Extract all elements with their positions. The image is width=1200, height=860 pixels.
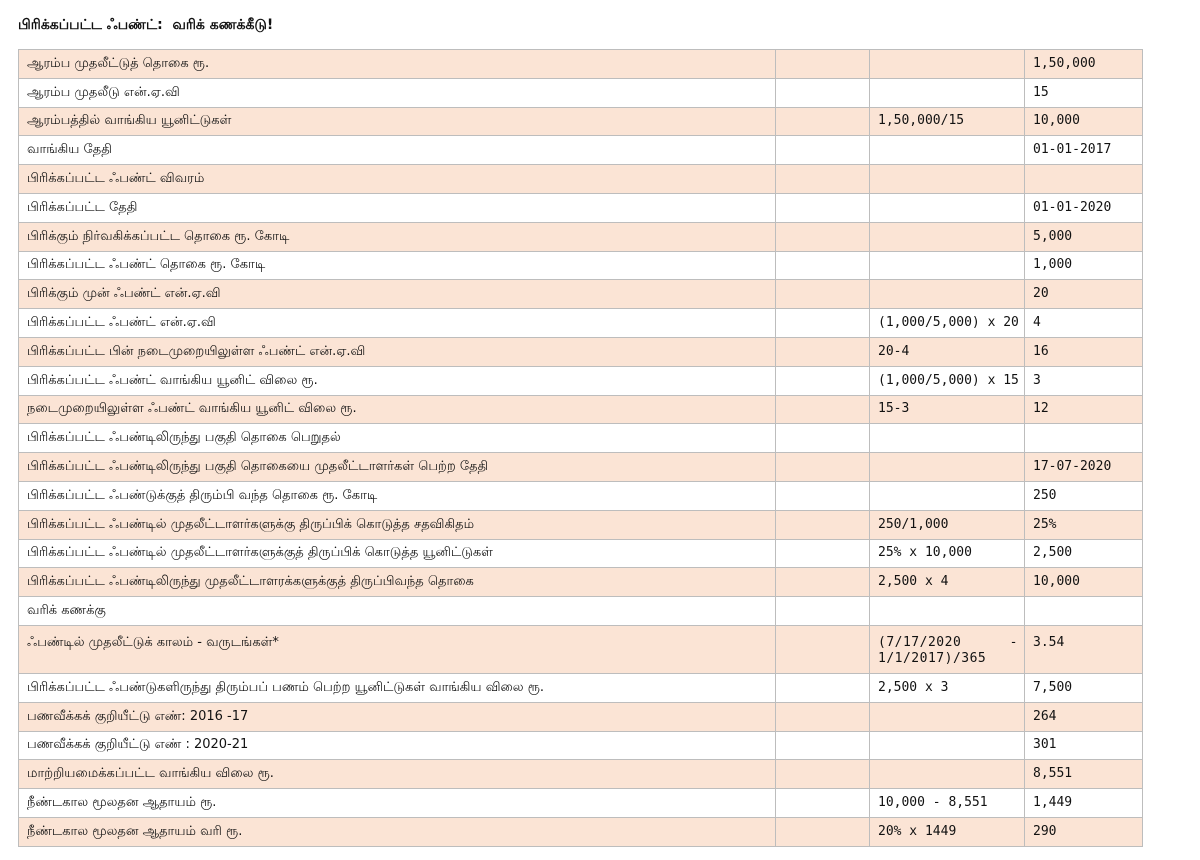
- blank-cell: [776, 193, 870, 222]
- blank-cell: [776, 395, 870, 424]
- table-row: [19, 107, 1143, 136]
- table-row: [19, 453, 1143, 482]
- row-value: 25%: [1025, 510, 1143, 539]
- row-label: பிரிக்கப்பட்ட ஃபண்டில் முதலீட்டாளர்களுக்கு திருப்பிக் கொடுத்த சதவிகிதம்: [19, 510, 776, 539]
- table-row: [19, 789, 1143, 818]
- row-value: [1025, 597, 1143, 626]
- blank-cell: [776, 165, 870, 194]
- row-label: பிரிக்கப்பட்ட ஃபண்டுகளிருந்து திரும்பப் பணம் பெற்ற யூனிட்டுகள் வாங்கிய விலை ரூ.: [19, 673, 776, 702]
- row-value: [1025, 165, 1143, 194]
- table-row: [19, 136, 1143, 165]
- row-label: நீண்டகால மூலதன ஆதாயம் வரி ரூ.: [19, 817, 776, 846]
- blank-cell: [776, 510, 870, 539]
- table-row: [19, 50, 1143, 79]
- table-row: [19, 280, 1143, 309]
- row-value: 10,000: [1025, 107, 1143, 136]
- row-formula: [870, 702, 1025, 731]
- blank-cell: [776, 702, 870, 731]
- row-label: பிரிக்கப்பட்ட ஃபண்ட் தொகை ரூ. கோடி: [19, 251, 776, 280]
- row-formula: [870, 251, 1025, 280]
- table-row: [19, 165, 1143, 194]
- row-label: நீண்டகால மூலதன ஆதாயம் ரூ.: [19, 789, 776, 818]
- row-value: 10,000: [1025, 568, 1143, 597]
- blank-cell: [776, 136, 870, 165]
- row-value: 290: [1025, 817, 1143, 846]
- blank-cell: [776, 251, 870, 280]
- row-value: 20: [1025, 280, 1143, 309]
- row-formula: [870, 165, 1025, 194]
- table-row: [19, 366, 1143, 395]
- row-value: 5,000: [1025, 222, 1143, 251]
- row-formula: (1,000/5,000) x 15: [870, 366, 1025, 395]
- row-formula: (1,000/5,000) x 20: [870, 309, 1025, 338]
- row-value: 15: [1025, 78, 1143, 107]
- row-label: பணவீக்கக் குறியீட்டு எண்: 2016 -17: [19, 702, 776, 731]
- row-label: பிரிக்கப்பட்ட பின் நடைமுறையிலுள்ள ஃபண்ட் என்.ஏ.வி: [19, 337, 776, 366]
- row-formula: [870, 760, 1025, 789]
- row-formula: [870, 193, 1025, 222]
- row-label: வரிக் கணக்கு: [19, 597, 776, 626]
- row-label: பிரிக்கப்பட்ட ஃபண்டுக்குத் திரும்பி வந்த தொகை ரூ. கோடி: [19, 481, 776, 510]
- table-row: [19, 337, 1143, 366]
- row-formula: 2,500 x 3: [870, 673, 1025, 702]
- table-row: [19, 568, 1143, 597]
- row-value: 7,500: [1025, 673, 1143, 702]
- row-formula: [870, 78, 1025, 107]
- row-value: 01-01-2017: [1025, 136, 1143, 165]
- table-row: [19, 731, 1143, 760]
- row-formula: [870, 731, 1025, 760]
- row-formula: [870, 280, 1025, 309]
- table-row: [19, 760, 1143, 789]
- tax-calculation-table: [18, 49, 1143, 847]
- row-formula: 20-4: [870, 337, 1025, 366]
- row-value: 2,500: [1025, 539, 1143, 568]
- blank-cell: [776, 539, 870, 568]
- row-label: பிரிக்கப்பட்ட தேதி: [19, 193, 776, 222]
- table-row: [19, 193, 1143, 222]
- page-title: பிரிக்கப்பட்ட ஃபண்ட்: வரிக் கணக்கீடு!: [18, 17, 274, 33]
- row-value: 4: [1025, 309, 1143, 338]
- table-row: [19, 481, 1143, 510]
- row-label: பிரிக்கப்பட்ட ஃபண்டிலிருந்து முதலீட்டாளரக்களுக்குத் திருப்பிவந்த தொகை: [19, 568, 776, 597]
- table-row: [19, 597, 1143, 626]
- blank-cell: [776, 453, 870, 482]
- row-value: 17-07-2020: [1025, 453, 1143, 482]
- table-body: [19, 50, 1143, 847]
- row-value: 301: [1025, 731, 1143, 760]
- row-formula: [870, 50, 1025, 79]
- row-label: பிரிக்கப்பட்ட ஃபண்ட் வாங்கிய யூனிட் விலை ரூ.: [19, 366, 776, 395]
- blank-cell: [776, 597, 870, 626]
- row-value: 1,000: [1025, 251, 1143, 280]
- row-label: பிரிக்கப்பட்ட ஃபண்ட் விவரம்: [19, 165, 776, 194]
- row-value: 1,449: [1025, 789, 1143, 818]
- blank-cell: [776, 760, 870, 789]
- blank-cell: [776, 50, 870, 79]
- blank-cell: [776, 731, 870, 760]
- table-row: [19, 395, 1143, 424]
- row-value: 264: [1025, 702, 1143, 731]
- row-formula: [870, 481, 1025, 510]
- row-formula: 15-3: [870, 395, 1025, 424]
- table-row: [19, 673, 1143, 702]
- blank-cell: [776, 222, 870, 251]
- row-value: 3.54: [1025, 625, 1143, 673]
- row-label: பிரிக்கப்பட்ட ஃபண்டிலிருந்து பகுதி தொகையை முதலீட்டாளர்கள் பெற்ற தேதி: [19, 453, 776, 482]
- blank-cell: [776, 366, 870, 395]
- row-formula: 2,500 x 4: [870, 568, 1025, 597]
- table-row: [19, 817, 1143, 846]
- row-value: 3: [1025, 366, 1143, 395]
- row-value: 16: [1025, 337, 1143, 366]
- blank-cell: [776, 568, 870, 597]
- row-label: பிரிக்கப்பட்ட ஃபண்டிலிருந்து பகுதி தொகை பெறுதல்: [19, 424, 776, 453]
- table-row: [19, 539, 1143, 568]
- row-label: பிரிக்கப்பட்ட ஃபண்டில் முதலீட்டாளர்களுக்குத் திருப்பிக் கொடுத்த யூனிட்டுகள்: [19, 539, 776, 568]
- blank-cell: [776, 817, 870, 846]
- row-label: பிரிக்கப்பட்ட ஃபண்ட் என்.ஏ.வி: [19, 309, 776, 338]
- row-formula: [870, 136, 1025, 165]
- blank-cell: [776, 789, 870, 818]
- table-row: [19, 702, 1143, 731]
- table-row: [19, 510, 1143, 539]
- row-label: ஆரம்ப முதலீட்டுத் தொகை ரூ.: [19, 50, 776, 79]
- row-value: 12: [1025, 395, 1143, 424]
- row-formula: 1,50,000/15: [870, 107, 1025, 136]
- row-formula: [870, 222, 1025, 251]
- blank-cell: [776, 78, 870, 107]
- row-label: பிரிக்கும் நிர்வகிக்கப்பட்ட தொகை ரூ. கோடி: [19, 222, 776, 251]
- row-label: ஆரம்பத்தில் வாங்கிய யூனிட்டுகள்: [19, 107, 776, 136]
- row-formula: 25% x 10,000: [870, 539, 1025, 568]
- row-value: 01-01-2020: [1025, 193, 1143, 222]
- row-value: 8,551: [1025, 760, 1143, 789]
- row-value: [1025, 424, 1143, 453]
- row-label: ஆரம்ப முதலீடு என்.ஏ.வி: [19, 78, 776, 107]
- row-formula: 20% x 1449: [870, 817, 1025, 846]
- row-label: மாற்றியமைக்கப்பட்ட வாங்கிய விலை ரூ.: [19, 760, 776, 789]
- table-row: [19, 222, 1143, 251]
- table-row: [19, 424, 1143, 453]
- row-label: ஃபண்டில் முதலீட்டுக் காலம் - வருடங்கள்*: [19, 625, 776, 673]
- row-formula: 10,000 - 8,551: [870, 789, 1025, 818]
- table-row: [19, 251, 1143, 280]
- row-value: 250: [1025, 481, 1143, 510]
- row-formula: [870, 424, 1025, 453]
- row-formula: 250/1,000: [870, 510, 1025, 539]
- blank-cell: [776, 673, 870, 702]
- row-formula: [870, 453, 1025, 482]
- blank-cell: [776, 107, 870, 136]
- blank-cell: [776, 625, 870, 673]
- row-value: 1,50,000: [1025, 50, 1143, 79]
- blank-cell: [776, 309, 870, 338]
- row-label: வாங்கிய தேதி: [19, 136, 776, 165]
- blank-cell: [776, 481, 870, 510]
- row-label: பிரிக்கும் முன் ஃபண்ட் என்.ஏ.வி: [19, 280, 776, 309]
- blank-cell: [776, 280, 870, 309]
- row-formula: (7/17/2020 - 1/1/2017)/365: [870, 625, 1025, 673]
- row-label: நடைமுறையிலுள்ள ஃபண்ட் வாங்கிய யூனிட் விலை ரூ.: [19, 395, 776, 424]
- blank-cell: [776, 337, 870, 366]
- table-row: [19, 625, 1143, 673]
- table-row: [19, 309, 1143, 338]
- blank-cell: [776, 424, 870, 453]
- row-label: பணவீக்கக் குறியீட்டு எண் : 2020-21: [19, 731, 776, 760]
- row-formula: [870, 597, 1025, 626]
- table-row: [19, 78, 1143, 107]
